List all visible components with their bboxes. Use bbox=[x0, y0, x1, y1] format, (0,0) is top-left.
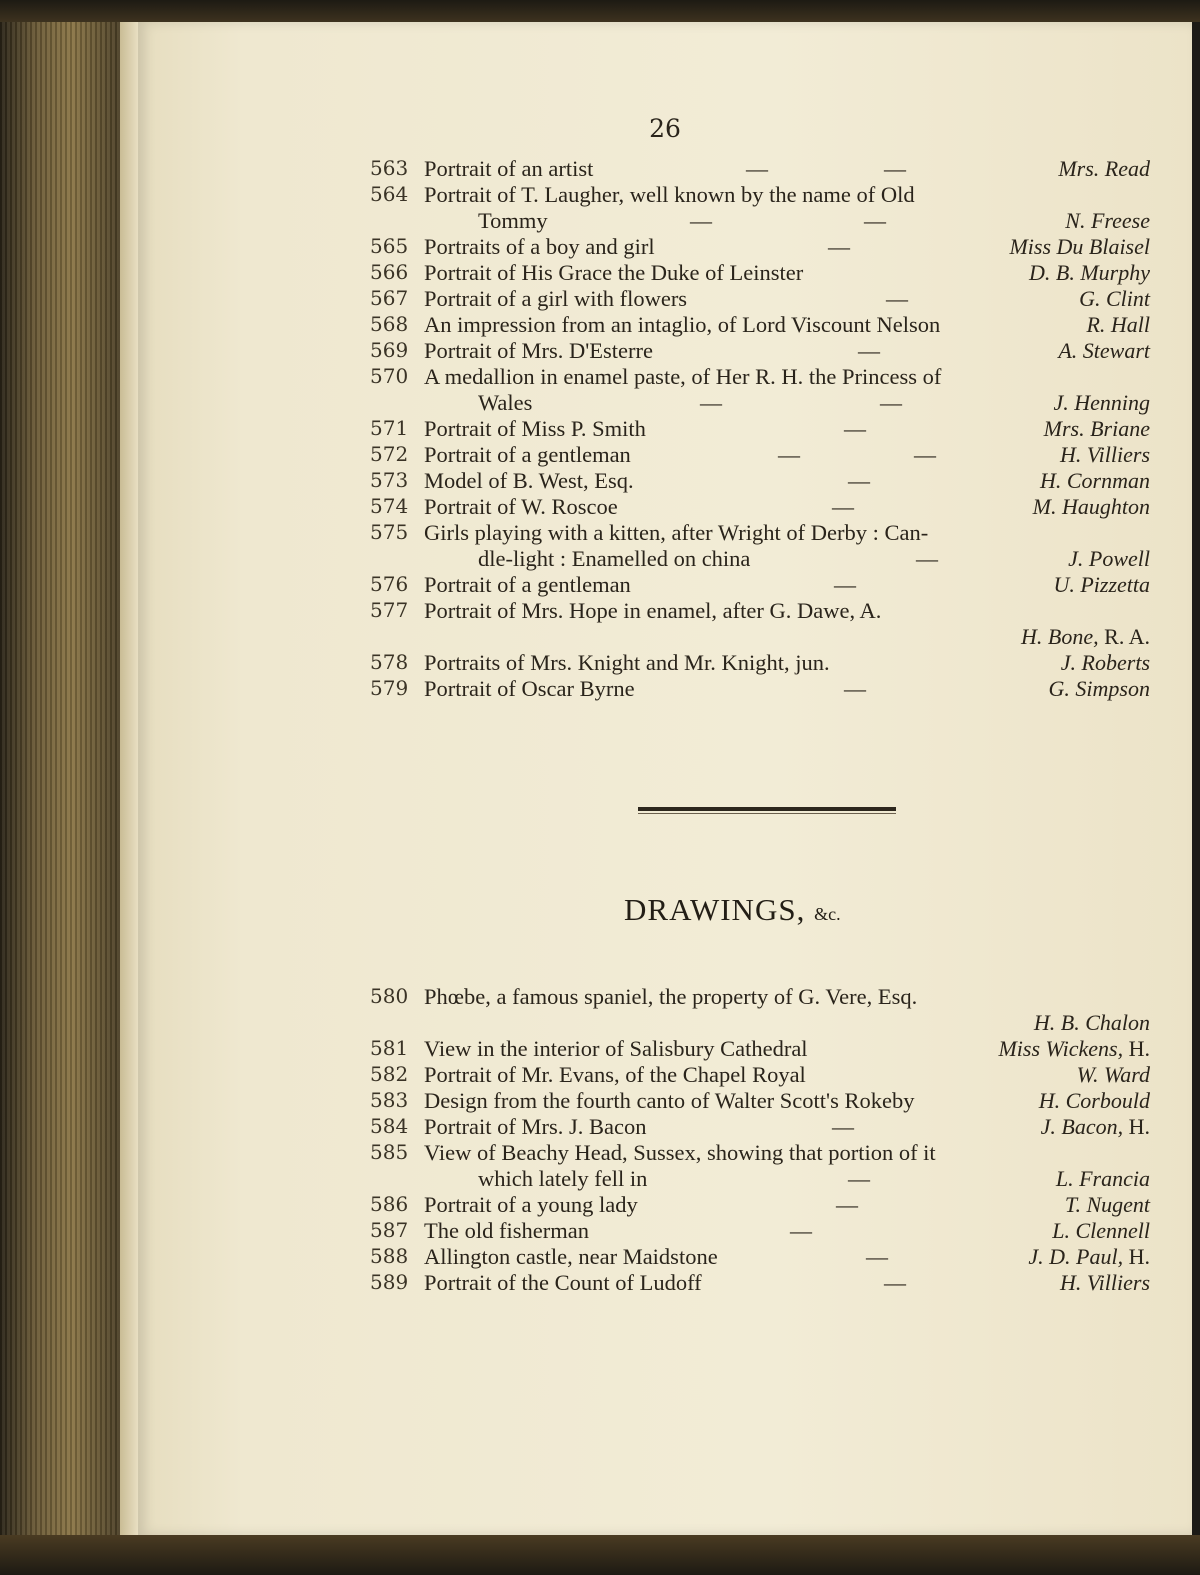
entry-artist: Miss Du Blaisel bbox=[1009, 234, 1150, 259]
catalogue-entry bbox=[138, 650, 1192, 676]
entry-title: Portrait of Mrs. D'Esterre bbox=[424, 338, 653, 363]
artist-suffix: H. bbox=[1128, 1036, 1150, 1061]
entry-number: 589 bbox=[370, 1270, 409, 1294]
dash: — bbox=[848, 1166, 870, 1191]
entry-number: 582 bbox=[370, 1062, 409, 1086]
entry-number: 586 bbox=[370, 1192, 409, 1216]
entry-artist bbox=[1028, 1244, 1150, 1270]
entry-number: 572 bbox=[370, 442, 409, 466]
section-heading-text: DRAWINGS, bbox=[624, 892, 806, 927]
entry-title-continuation: which lately fell in bbox=[478, 1166, 648, 1191]
catalogue-entry bbox=[138, 520, 1192, 546]
dash: — bbox=[884, 1270, 906, 1295]
catalogue-entry-continuation bbox=[138, 1166, 1192, 1192]
book-cover-bottom bbox=[0, 1535, 1200, 1575]
dash: — bbox=[832, 1114, 854, 1139]
catalogue-page bbox=[138, 22, 1192, 1535]
entry-title: Phœbe, a famous spaniel, the property of G. Vere, Esq. bbox=[424, 984, 918, 1009]
entry-title: View in the interior of Salisbury Cathedral bbox=[424, 1036, 808, 1061]
entry-artist: H. Villiers bbox=[1059, 442, 1150, 467]
entry-number: 581 bbox=[370, 1036, 409, 1060]
catalogue-entry bbox=[138, 260, 1192, 286]
catalogue-entry-continuation bbox=[138, 208, 1192, 234]
entry-artist: H. Cornman bbox=[1039, 468, 1150, 493]
page-number: 26 bbox=[649, 114, 681, 143]
entry-artist: W. Ward bbox=[1076, 1062, 1150, 1087]
entry-number: 565 bbox=[370, 234, 409, 258]
entry-artist: Mrs. Briane bbox=[1043, 416, 1150, 441]
entry-number: 587 bbox=[370, 1218, 409, 1242]
section-rule-thin bbox=[638, 813, 896, 814]
entry-artist: J. Powell bbox=[1068, 546, 1150, 571]
artist-suffix: H. bbox=[1128, 1244, 1150, 1269]
entry-number: 569 bbox=[370, 338, 409, 362]
catalogue-entry bbox=[138, 1140, 1192, 1166]
entry-title: Portrait of T. Laugher, well known by the name of Old bbox=[424, 182, 915, 207]
entry-title: Portraits of a boy and girl bbox=[424, 234, 655, 259]
entry-number: 579 bbox=[370, 676, 409, 700]
entry-artist: J. Roberts bbox=[1060, 650, 1150, 675]
entry-title: Portraits of Mrs. Knight and Mr. Knight, jun. bbox=[424, 650, 830, 675]
entry-artist: H. B. Chalon bbox=[1033, 1010, 1150, 1035]
entry-title: View of Beachy Head, Sussex, showing that portion of it bbox=[424, 1140, 936, 1165]
entry-artist: L. Clennell bbox=[1052, 1218, 1150, 1243]
entry-title: Portrait of His Grace the Duke of Leinster bbox=[424, 260, 804, 285]
catalogue-entry bbox=[138, 598, 1192, 624]
page-edge bbox=[120, 22, 138, 1535]
entry-artist bbox=[1021, 624, 1150, 650]
book-spine-cover bbox=[0, 0, 120, 1575]
catalogue-entry bbox=[138, 676, 1192, 702]
dash: — bbox=[844, 676, 866, 701]
dash: — bbox=[864, 208, 886, 233]
book-cover-top bbox=[0, 0, 1200, 22]
entry-title: An impression from an intaglio, of Lord Viscount Nelson bbox=[424, 312, 941, 337]
dash: — bbox=[832, 494, 854, 519]
dash: — bbox=[828, 234, 850, 259]
catalogue-entry bbox=[138, 364, 1192, 390]
dash: — bbox=[848, 468, 870, 493]
entry-artist: M. Haughton bbox=[1032, 494, 1150, 519]
entry-title: Portrait of Mr. Evans, of the Chapel Royal bbox=[424, 1062, 806, 1087]
entry-number: 584 bbox=[370, 1114, 409, 1138]
dash: — bbox=[690, 208, 712, 233]
entry-title-continuation: dle-light : Enamelled on china bbox=[478, 546, 751, 571]
entry-number: 563 bbox=[370, 156, 409, 180]
entry-number: 571 bbox=[370, 416, 409, 440]
entry-title: Model of B. West, Esq. bbox=[424, 468, 634, 493]
artist-suffix: R. A. bbox=[1104, 624, 1150, 649]
entry-title: Allington castle, near Maidstone bbox=[424, 1244, 718, 1269]
dash: — bbox=[914, 442, 936, 467]
entry-title: Portrait of an artist bbox=[424, 156, 594, 181]
catalogue-entry bbox=[138, 1244, 1192, 1270]
dash: — bbox=[834, 572, 856, 597]
catalogue-entry bbox=[138, 1062, 1192, 1088]
entry-artist bbox=[1041, 1114, 1150, 1140]
catalogue-entry bbox=[138, 234, 1192, 260]
catalogue-entry bbox=[138, 468, 1192, 494]
catalogue-entry bbox=[138, 1218, 1192, 1244]
entry-artist: J. Henning bbox=[1053, 390, 1150, 415]
entry-number: 573 bbox=[370, 468, 409, 492]
entry-artist: A. Stewart bbox=[1058, 338, 1150, 363]
entry-artist: G. Simpson bbox=[1048, 676, 1150, 701]
catalogue-entry-continuation bbox=[138, 624, 1192, 650]
catalogue-entry bbox=[138, 1192, 1192, 1218]
dash: — bbox=[700, 390, 722, 415]
catalogue-entry bbox=[138, 494, 1192, 520]
entry-artist: L. Francia bbox=[1055, 1166, 1150, 1191]
entry-title: Portrait of Miss P. Smith bbox=[424, 416, 646, 441]
entry-number: 588 bbox=[370, 1244, 409, 1268]
entry-number: 583 bbox=[370, 1088, 409, 1112]
entry-artist: R. Hall bbox=[1086, 312, 1150, 337]
entry-number: 566 bbox=[370, 260, 409, 284]
section-rule bbox=[638, 807, 896, 811]
entry-title: Portrait of the Count of Ludoff bbox=[424, 1270, 702, 1295]
entry-number: 575 bbox=[370, 520, 409, 544]
entry-title: Portrait of a gentleman bbox=[424, 572, 631, 597]
entry-artist: U. Pizzetta bbox=[1053, 572, 1150, 597]
entry-number: 580 bbox=[370, 984, 409, 1008]
entry-number: 574 bbox=[370, 494, 409, 518]
catalogue-entry bbox=[138, 156, 1192, 182]
catalogue-entry bbox=[138, 984, 1192, 1010]
section-heading bbox=[624, 892, 841, 928]
entry-number: 570 bbox=[370, 364, 409, 388]
entry-title: The old fisherman bbox=[424, 1218, 589, 1243]
entry-number: 567 bbox=[370, 286, 409, 310]
entry-title: Girls playing with a kitten, after Wright of Derby : Can- bbox=[424, 520, 929, 545]
catalogue-entry bbox=[138, 338, 1192, 364]
entry-number: 576 bbox=[370, 572, 409, 596]
entry-title-continuation: Tommy bbox=[478, 208, 548, 233]
entry-artist: Mrs. Read bbox=[1058, 156, 1150, 181]
dash: — bbox=[916, 546, 938, 571]
entry-title-continuation: Wales bbox=[478, 390, 533, 415]
catalogue-entry bbox=[138, 312, 1192, 338]
artist-name: Miss Wickens, bbox=[998, 1036, 1124, 1061]
entry-artist: G. Clint bbox=[1079, 286, 1150, 311]
artist-name: J. Bacon, bbox=[1040, 1114, 1124, 1139]
catalogue-entry bbox=[138, 182, 1192, 208]
entry-artist: H. Corbould bbox=[1038, 1088, 1150, 1113]
dash: — bbox=[886, 286, 908, 311]
catalogue-entry bbox=[138, 442, 1192, 468]
dash: — bbox=[884, 156, 906, 181]
entry-title: Design from the fourth canto of Walter Scott's Rokeby bbox=[424, 1088, 915, 1113]
entry-title: Portrait of a girl with flowers bbox=[424, 286, 688, 311]
entry-artist: N. Freese bbox=[1065, 208, 1150, 233]
dash: — bbox=[880, 390, 902, 415]
entry-title: Portrait of a young lady bbox=[424, 1192, 638, 1217]
artist-suffix: H. bbox=[1128, 1114, 1150, 1139]
entry-title: Portrait of Mrs. J. Bacon bbox=[424, 1114, 647, 1139]
entry-number: 578 bbox=[370, 650, 409, 674]
catalogue-entry bbox=[138, 1088, 1192, 1114]
entry-title: Portrait of Oscar Byrne bbox=[424, 676, 635, 701]
artist-name: J. D. Paul, bbox=[1028, 1244, 1124, 1269]
section-heading-suffix: &c. bbox=[814, 904, 841, 924]
entry-title: Portrait of W. Roscoe bbox=[424, 494, 618, 519]
catalogue-entry bbox=[138, 572, 1192, 598]
catalogue-entry bbox=[138, 286, 1192, 312]
catalogue-entry-continuation bbox=[138, 390, 1192, 416]
entry-artist: D. B. Murphy bbox=[1029, 260, 1150, 285]
dash: — bbox=[844, 416, 866, 441]
entry-number: 577 bbox=[370, 598, 409, 622]
entry-artist bbox=[998, 1036, 1150, 1062]
catalogue-entry-continuation bbox=[138, 1010, 1192, 1036]
entry-artist: H. Villiers bbox=[1059, 1270, 1150, 1295]
entry-artist: T. Nugent bbox=[1064, 1192, 1150, 1217]
entry-number: 585 bbox=[370, 1140, 409, 1164]
entry-title: A medallion in enamel paste, of Her R. H. the Princess of bbox=[424, 364, 942, 389]
entry-number: 568 bbox=[370, 312, 409, 336]
dash: — bbox=[778, 442, 800, 467]
artist-name: H. Bone, bbox=[1021, 624, 1099, 649]
catalogue-entry bbox=[138, 416, 1192, 442]
entry-title: Portrait of Mrs. Hope in enamel, after G. Dawe, A. bbox=[424, 598, 882, 623]
dash: — bbox=[836, 1192, 858, 1217]
dash: — bbox=[866, 1244, 888, 1269]
dash: — bbox=[858, 338, 880, 363]
entry-number: 564 bbox=[370, 182, 409, 206]
dash: — bbox=[790, 1218, 812, 1243]
entry-title: Portrait of a gentleman bbox=[424, 442, 631, 467]
catalogue-entry bbox=[138, 1270, 1192, 1296]
catalogue-entry bbox=[138, 1036, 1192, 1062]
dash: — bbox=[746, 156, 768, 181]
catalogue-entry bbox=[138, 1114, 1192, 1140]
catalogue-entry-continuation bbox=[138, 546, 1192, 572]
